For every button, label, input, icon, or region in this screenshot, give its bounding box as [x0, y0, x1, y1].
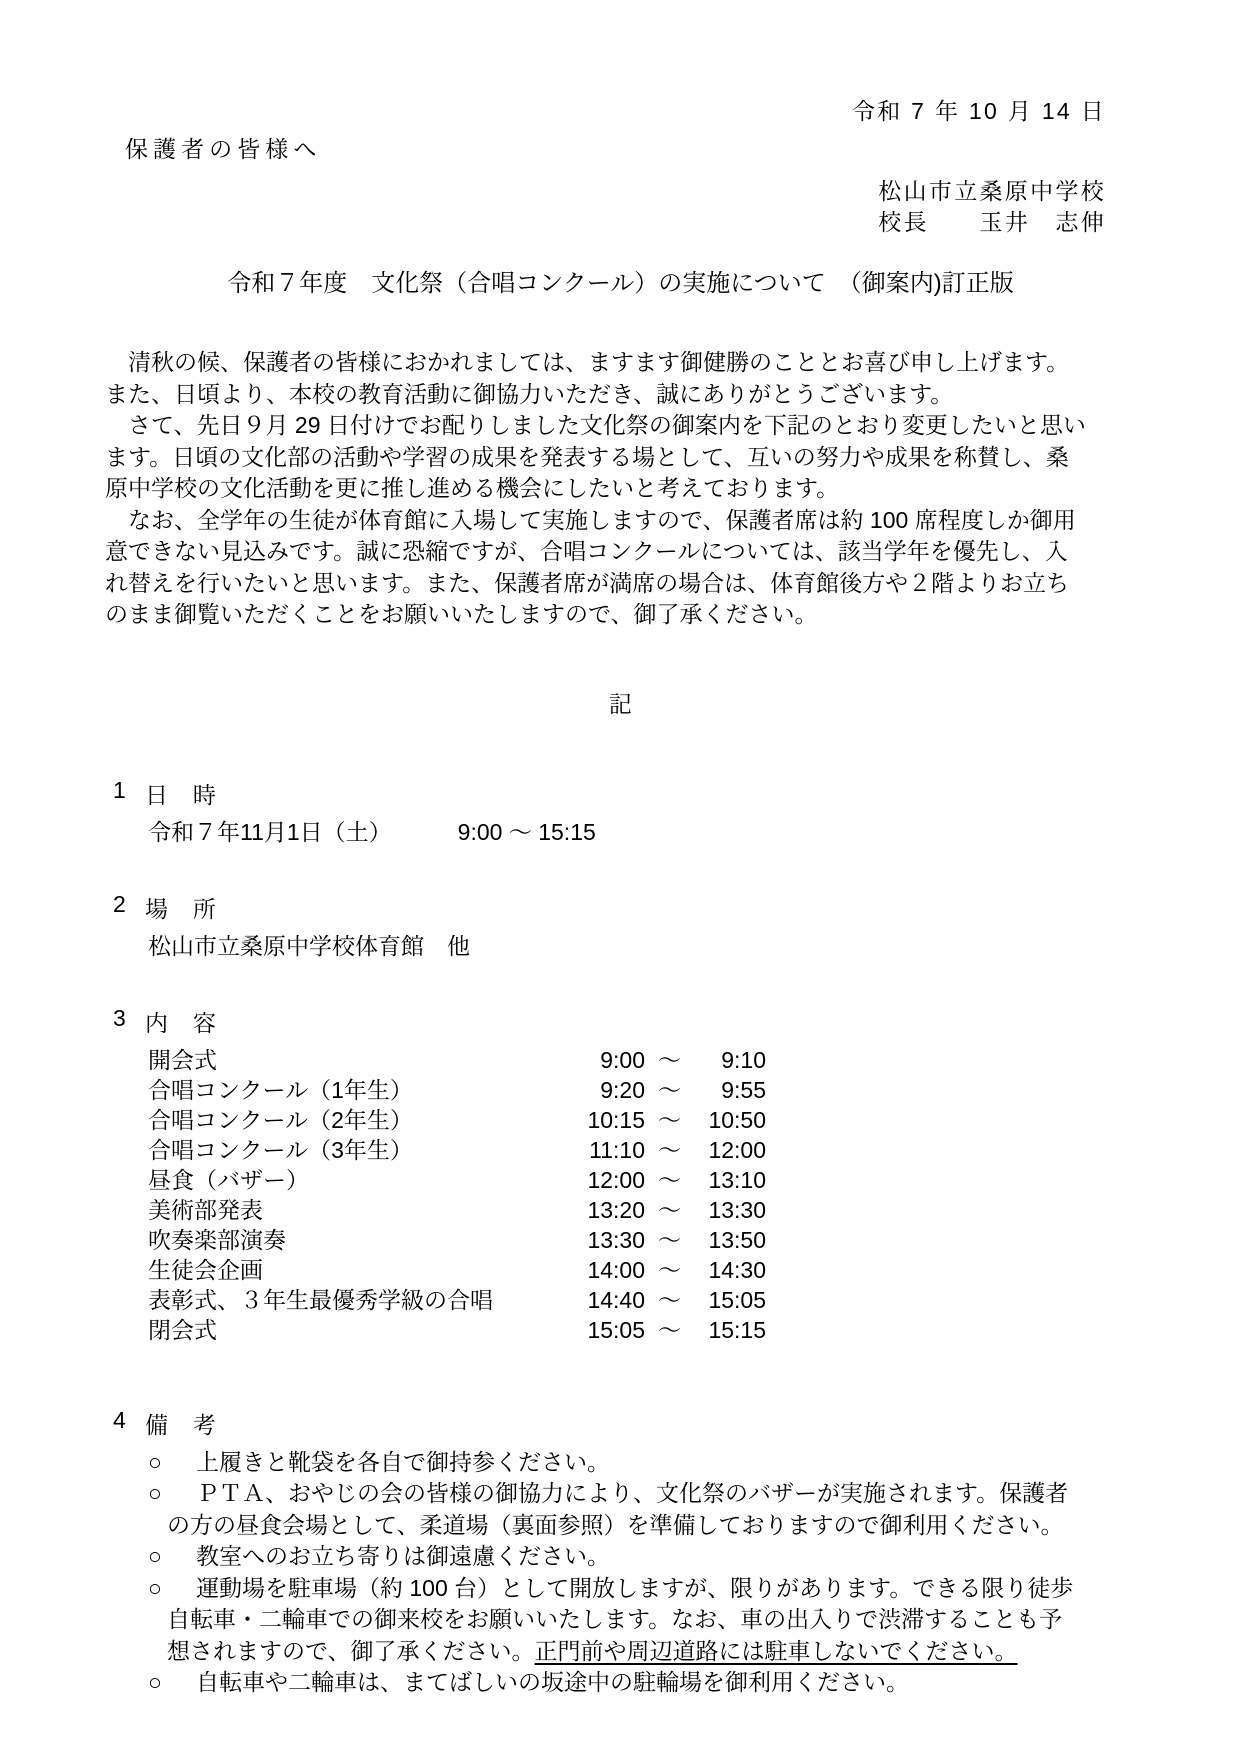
- event-time-range: 9:00 ～ 15:15: [457, 818, 596, 845]
- schedule-row: [148, 1135, 1136, 1165]
- event-name: 昼食（バザー）: [148, 1166, 309, 1193]
- note-item: [148, 1667, 1136, 1699]
- body-line: 清秋の候、保護者の皆様におかれましては、ますます御健勝のこととお喜び申し上げます。: [105, 349, 1070, 375]
- time-separator: ～: [658, 1046, 681, 1073]
- event-end-time: 10:50: [708, 1106, 766, 1133]
- document-title: 令和７年度 文化祭（合唱コンクール）の実施について （御案内)訂正版: [227, 270, 1014, 297]
- note-text-continuation: 自転車・二輪車での御来校をお願いいたします。なお、車の出入りで渋滞することも予: [167, 1606, 1063, 1632]
- event-name: 閉会式: [148, 1316, 217, 1343]
- time-separator: ～: [658, 1136, 681, 1163]
- body-paragraphs: [105, 347, 1136, 631]
- time-separator: ～: [658, 1076, 681, 1103]
- section-title: 場 所: [145, 895, 217, 922]
- note-text: 教室へのお立ち寄りは御遠慮ください。: [196, 1543, 610, 1569]
- note-text-underlined: 正門前や周辺道路には駐車しないでください。: [534, 1637, 1018, 1664]
- body-line: 原中学校の文化活動を更に推し進める機会にしたいと考えております。: [105, 475, 840, 501]
- event-start-time: 11:10: [589, 1136, 645, 1163]
- schedule-row: [148, 1195, 1136, 1225]
- schedule-row: [148, 1075, 1136, 1105]
- event-start-time: 9:20: [600, 1076, 645, 1103]
- time-separator: ～: [658, 1106, 681, 1133]
- event-name: 合唱コンクール（3年生）: [148, 1136, 413, 1163]
- event-end-time: 9:10: [721, 1046, 766, 1073]
- section-place-body: 松山市立桑原中学校体育館 他: [148, 932, 470, 959]
- body-line: 意できない見込みです。誠に恐縮ですが、合唱コンクールについては、該当学年を優先し、入: [105, 538, 1068, 564]
- section-number: 3: [113, 1004, 126, 1031]
- section-title: 内 容: [145, 1009, 217, 1036]
- event-start-time: 15:05: [587, 1316, 645, 1343]
- body-line: れ替えを行いたいと思います。また、保護者席が満席の場合は、体育館後方や２階よりお立ち: [105, 569, 1070, 596]
- event-name: 表彰式、３年生最優秀学級の合唱: [148, 1286, 493, 1313]
- event-start-time: 13:30: [587, 1226, 645, 1253]
- note-item: [148, 1541, 1136, 1573]
- note-item: [148, 1447, 1136, 1479]
- issued-date: 令和 7 年 10 月 14 日: [851, 98, 1106, 124]
- event-start-time: 14:00: [587, 1256, 645, 1283]
- time-separator: ～: [658, 1256, 681, 1283]
- time-separator: ～: [658, 1166, 681, 1193]
- circle-bullet-icon: ○: [148, 1574, 162, 1601]
- section-title: 日 時: [145, 781, 217, 808]
- event-start-time: 10:15: [587, 1106, 645, 1133]
- event-name: 生徒会企画: [148, 1256, 263, 1283]
- sender-school: 松山市立桑原中学校: [878, 178, 1106, 204]
- event-name: 合唱コンクール（1年生）: [148, 1076, 413, 1103]
- record-marker: 記: [609, 690, 632, 717]
- body-line: ます。日頃の文化部の活動や学習の成果を発表する場として、互いの努力や成果を称賛し、桑: [105, 443, 1069, 470]
- time-separator: ～: [658, 1226, 681, 1253]
- event-end-time: 9:55: [721, 1076, 766, 1103]
- schedule-row: [148, 1255, 1136, 1285]
- event-end-time: 13:10: [708, 1166, 766, 1193]
- section-place-heading: [105, 891, 1136, 924]
- event-end-time: 14:30: [708, 1256, 766, 1283]
- event-start-time: 13:20: [587, 1196, 645, 1223]
- section-datetime-heading: [105, 777, 1136, 810]
- schedule-row: [148, 1045, 1136, 1075]
- sender-principal: 校長 玉井 志伸: [878, 209, 1106, 235]
- event-end-time: 15:15: [708, 1316, 766, 1343]
- note-text: 自転車や二輪車は、まてばしいの坂途中の駐輪場を御利用ください。: [196, 1669, 909, 1695]
- circle-bullet-icon: ○: [148, 1448, 162, 1475]
- event-name: 合唱コンクール（2年生）: [148, 1106, 413, 1133]
- event-start-time: 14:40: [587, 1286, 645, 1313]
- event-start-time: 9:00: [600, 1046, 645, 1073]
- event-end-time: 12:00: [708, 1136, 766, 1163]
- section-notes-heading: [105, 1407, 1136, 1440]
- event-end-time: 13:50: [708, 1226, 766, 1253]
- note-item: [148, 1573, 1136, 1605]
- body-line: のまま御覧いただくことをお願いいたしますので、御了承ください。: [105, 601, 818, 627]
- time-separator: ～: [658, 1286, 681, 1313]
- event-name: 開会式: [148, 1046, 217, 1073]
- event-end-time: 13:30: [708, 1196, 766, 1223]
- schedule-row: [148, 1225, 1136, 1255]
- section-contents-heading: [105, 1005, 1136, 1038]
- addressee: 保護者の皆様へ: [125, 136, 322, 162]
- event-end-time: 15:05: [708, 1286, 766, 1313]
- note-text-continuation: の方の昼食会場として、柔道場（裏面参照）を準備しておりますので御利用ください。: [167, 1511, 1064, 1538]
- event-start-time: 12:00: [587, 1166, 645, 1193]
- note-text: ＰＴＡ、おやじの会の皆様の御協力により、文化祭のバザーが実施されます。保護者: [196, 1480, 1069, 1506]
- schedule-row: [148, 1315, 1136, 1345]
- notes-list: [105, 1447, 1136, 1699]
- schedule-table: [148, 1045, 1136, 1345]
- circle-bullet-icon: ○: [148, 1669, 162, 1695]
- circle-bullet-icon: ○: [148, 1543, 162, 1569]
- section-number: 2: [113, 890, 126, 917]
- event-date: 令和７年11月1日（土）: [148, 818, 392, 845]
- note-text: 運動場を駐車場（約 100 台）として開放しますが、限りがあります。できる限り徒歩: [196, 1574, 1074, 1601]
- schedule-row: [148, 1165, 1136, 1195]
- time-separator: ～: [658, 1196, 681, 1223]
- event-name: 吹奏楽部演奏: [148, 1226, 286, 1253]
- schedule-row: [148, 1285, 1136, 1315]
- note-item: [148, 1478, 1136, 1510]
- event-name: 美術部発表: [148, 1196, 263, 1223]
- section-number: 1: [113, 776, 126, 803]
- note-text: 想されますので、御了承ください。: [167, 1637, 535, 1664]
- section-title: 備 考: [145, 1411, 217, 1438]
- body-line: さて、先日９月 29 日付けでお配りしました文化祭の御案内を下記のとおり変更したいと思い: [105, 412, 1086, 438]
- sender-block: [105, 176, 1136, 238]
- body-line: また、日頃より、本校の教育活動に御協力いただき、誠にありがとうございます。: [105, 380, 954, 407]
- section-number: 4: [113, 1406, 126, 1433]
- schedule-row: [148, 1105, 1136, 1135]
- body-line: なお、全学年の生徒が体育館に入場して実施しますので、保護者席は約 100 席程度しか御用: [105, 506, 1076, 533]
- note-text: 上履きと靴袋を各自で御持参ください。: [196, 1448, 610, 1475]
- section-datetime-body: [148, 817, 1136, 847]
- note-text-continuation: [167, 1636, 1136, 1668]
- circle-bullet-icon: ○: [148, 1480, 162, 1506]
- time-separator: ～: [658, 1316, 681, 1343]
